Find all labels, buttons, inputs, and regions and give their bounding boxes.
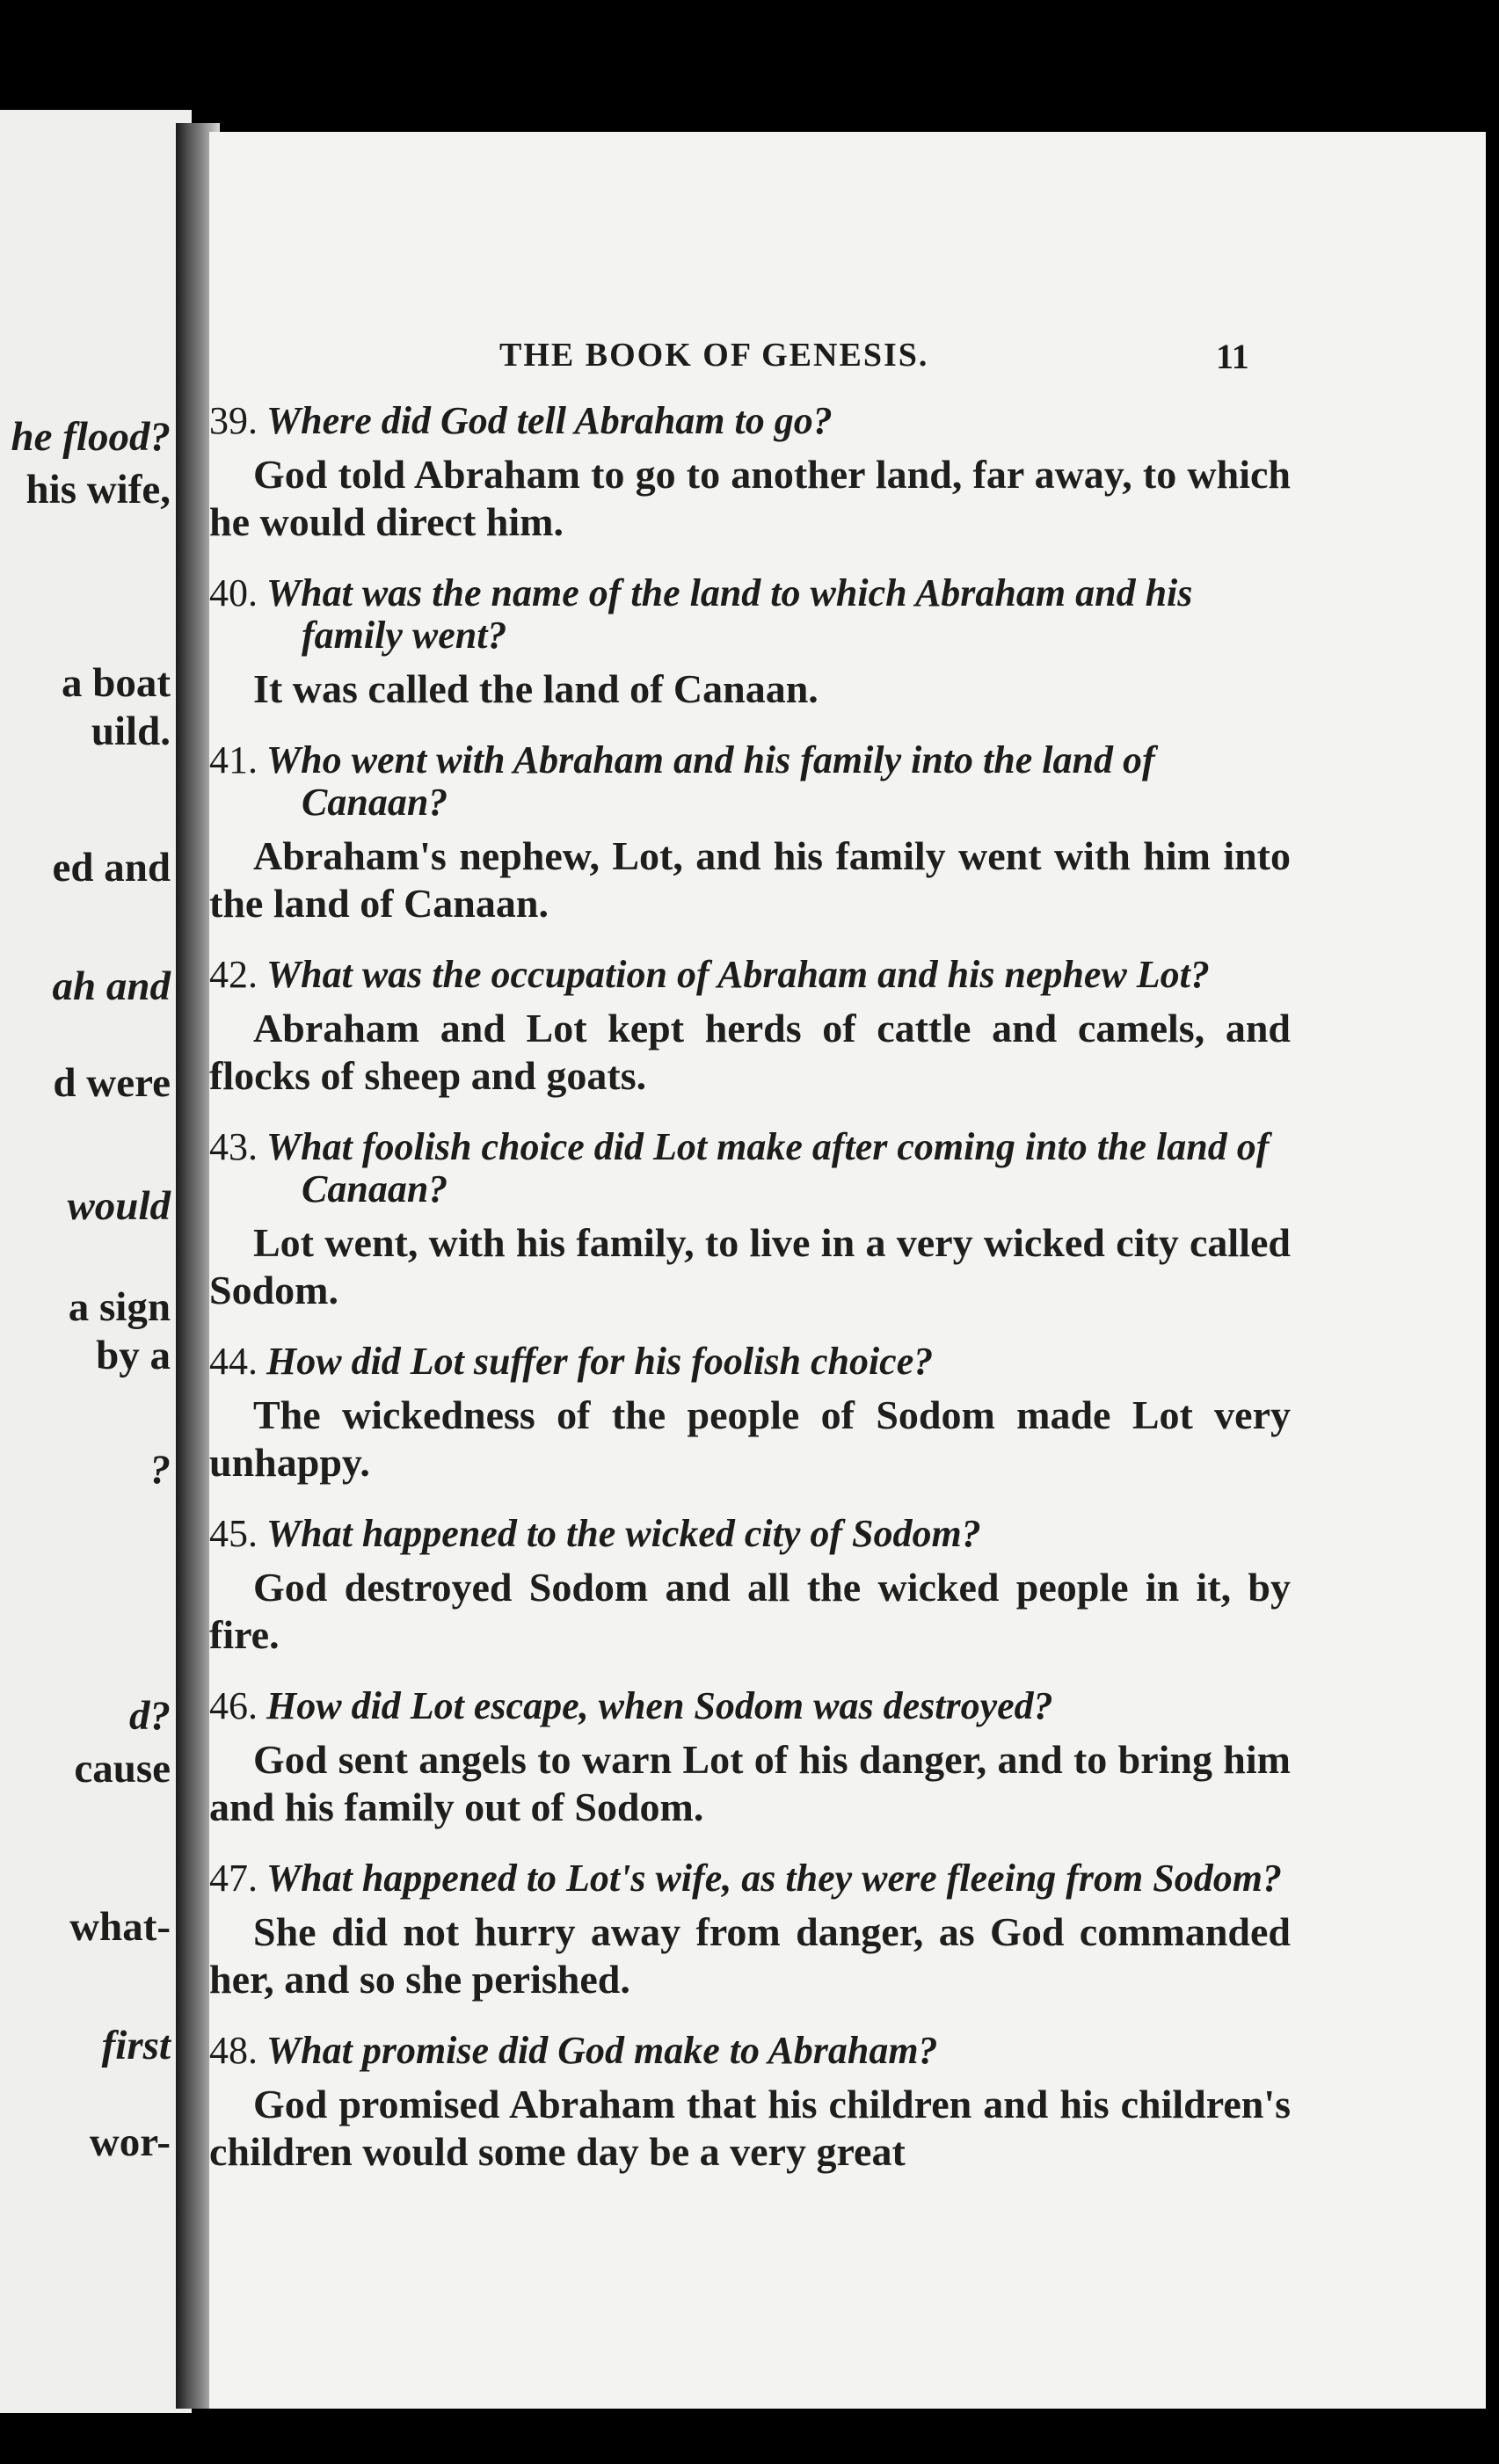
- page-content-layer: [209, 132, 1486, 2409]
- question-text: Who went with Abraham and his family into the land of Canaan?: [266, 738, 1155, 824]
- question: [209, 954, 1291, 996]
- question-text: Where did God tell Abraham to go?: [266, 399, 833, 442]
- question: [209, 1341, 1291, 1383]
- question-number: 48.: [209, 2029, 258, 2072]
- answer: God destroyed Sodom and all the wicked people in it, by fire.: [209, 1565, 1291, 1657]
- left-page-fragment: d?: [129, 1693, 171, 1739]
- question-number: 43.: [209, 1125, 258, 1168]
- question-number: 47.: [209, 1857, 258, 1900]
- left-page-edge: [0, 110, 192, 2413]
- qa-item: [209, 400, 1291, 546]
- question-text: What happened to the wicked city of Sodom?: [266, 1512, 981, 1555]
- question-number: 44.: [209, 1340, 258, 1383]
- answer: The wickedness of the people of Sodom made Lot very unhappy.: [209, 1392, 1291, 1485]
- answer: Abraham and Lot kept herds of cattle and camels, and flocks of sheep and goats.: [209, 1006, 1291, 1098]
- question-number: 45.: [209, 1512, 258, 1555]
- question-text: What promise did God make to Abraham?: [266, 2029, 938, 2072]
- answer: God sent angels to warn Lot of his danger, and to bring him and his family out of Sodom.: [209, 1737, 1291, 1829]
- page-number: 11: [1216, 337, 1249, 376]
- left-page-fragment: ed and: [52, 845, 171, 890]
- question: [209, 1126, 1291, 1210]
- question-text: How did Lot suffer for his foolish choice?: [266, 1340, 934, 1383]
- question: [209, 400, 1291, 442]
- left-page-fragment: wor-: [89, 2119, 171, 2165]
- answer: God told Abraham to go to another land, far away, to which he would direct him.: [209, 452, 1291, 544]
- qa-item: [209, 954, 1291, 1100]
- qa-list: [209, 400, 1291, 2202]
- left-page-fragment: cause: [74, 1746, 171, 1792]
- left-page-fragment: his wife,: [25, 467, 171, 512]
- qa-item: [209, 1685, 1291, 1831]
- qa-item: [209, 1857, 1291, 2003]
- left-page-fragment: first: [101, 2023, 171, 2068]
- qa-item: [209, 2030, 1291, 2176]
- question: [209, 1857, 1291, 1900]
- left-page-fragment: what-: [69, 1904, 171, 1950]
- qa-item: [209, 1126, 1291, 1314]
- left-page-fragment: by a: [96, 1333, 171, 1378]
- question: [209, 1513, 1291, 1555]
- question-number: 42.: [209, 953, 258, 996]
- question-number: 40.: [209, 571, 258, 614]
- question-text: What happened to Lot's wife, as they were fleeing from Sodom?: [266, 1857, 1282, 1900]
- left-page-fragment: he flood?: [11, 414, 171, 460]
- question-text: What was the name of the land to which Abraham and his family went?: [266, 571, 1193, 657]
- question-number: 41.: [209, 738, 258, 781]
- left-page-fragment: a sign: [68, 1284, 171, 1330]
- left-page-fragment: ?: [149, 1447, 171, 1493]
- left-page-fragment: would: [67, 1183, 171, 1229]
- qa-item: [209, 739, 1291, 927]
- question: [209, 572, 1291, 657]
- question-text: What was the occupation of Abraham and his nephew Lot?: [266, 953, 1210, 996]
- left-page-fragment: d were: [53, 1060, 171, 1106]
- question: [209, 739, 1291, 824]
- answer: Lot went, with his family, to live in a very wicked city called Sodom.: [209, 1220, 1291, 1312]
- question-text: What foolish choice did Lot make after coming into the land of Canaan?: [266, 1125, 1270, 1210]
- answer: God promised Abraham that his children and his children's children would some day be a very great: [209, 2082, 1291, 2174]
- left-page-fragment: uild.: [91, 709, 171, 754]
- answer: She did not hurry away from danger, as God commanded her, and so she perished.: [209, 1909, 1291, 2002]
- answer: Abraham's nephew, Lot, and his family went with him into the land of Canaan.: [209, 833, 1291, 926]
- question-number: 39.: [209, 399, 258, 442]
- running-title: THE BOOK OF GENESIS.: [499, 337, 929, 374]
- qa-item: [209, 572, 1291, 713]
- question: [209, 1685, 1291, 1727]
- question-number: 46.: [209, 1684, 258, 1727]
- left-page-fragment: a boat: [61, 660, 171, 706]
- question: [209, 2030, 1291, 2072]
- answer: It was called the land of Canaan.: [253, 666, 819, 711]
- qa-item: [209, 1513, 1291, 1659]
- question-text: How did Lot escape, when Sodom was destroyed?: [266, 1684, 1053, 1727]
- left-page-fragment: ah and: [52, 963, 171, 1009]
- qa-item: [209, 1341, 1291, 1486]
